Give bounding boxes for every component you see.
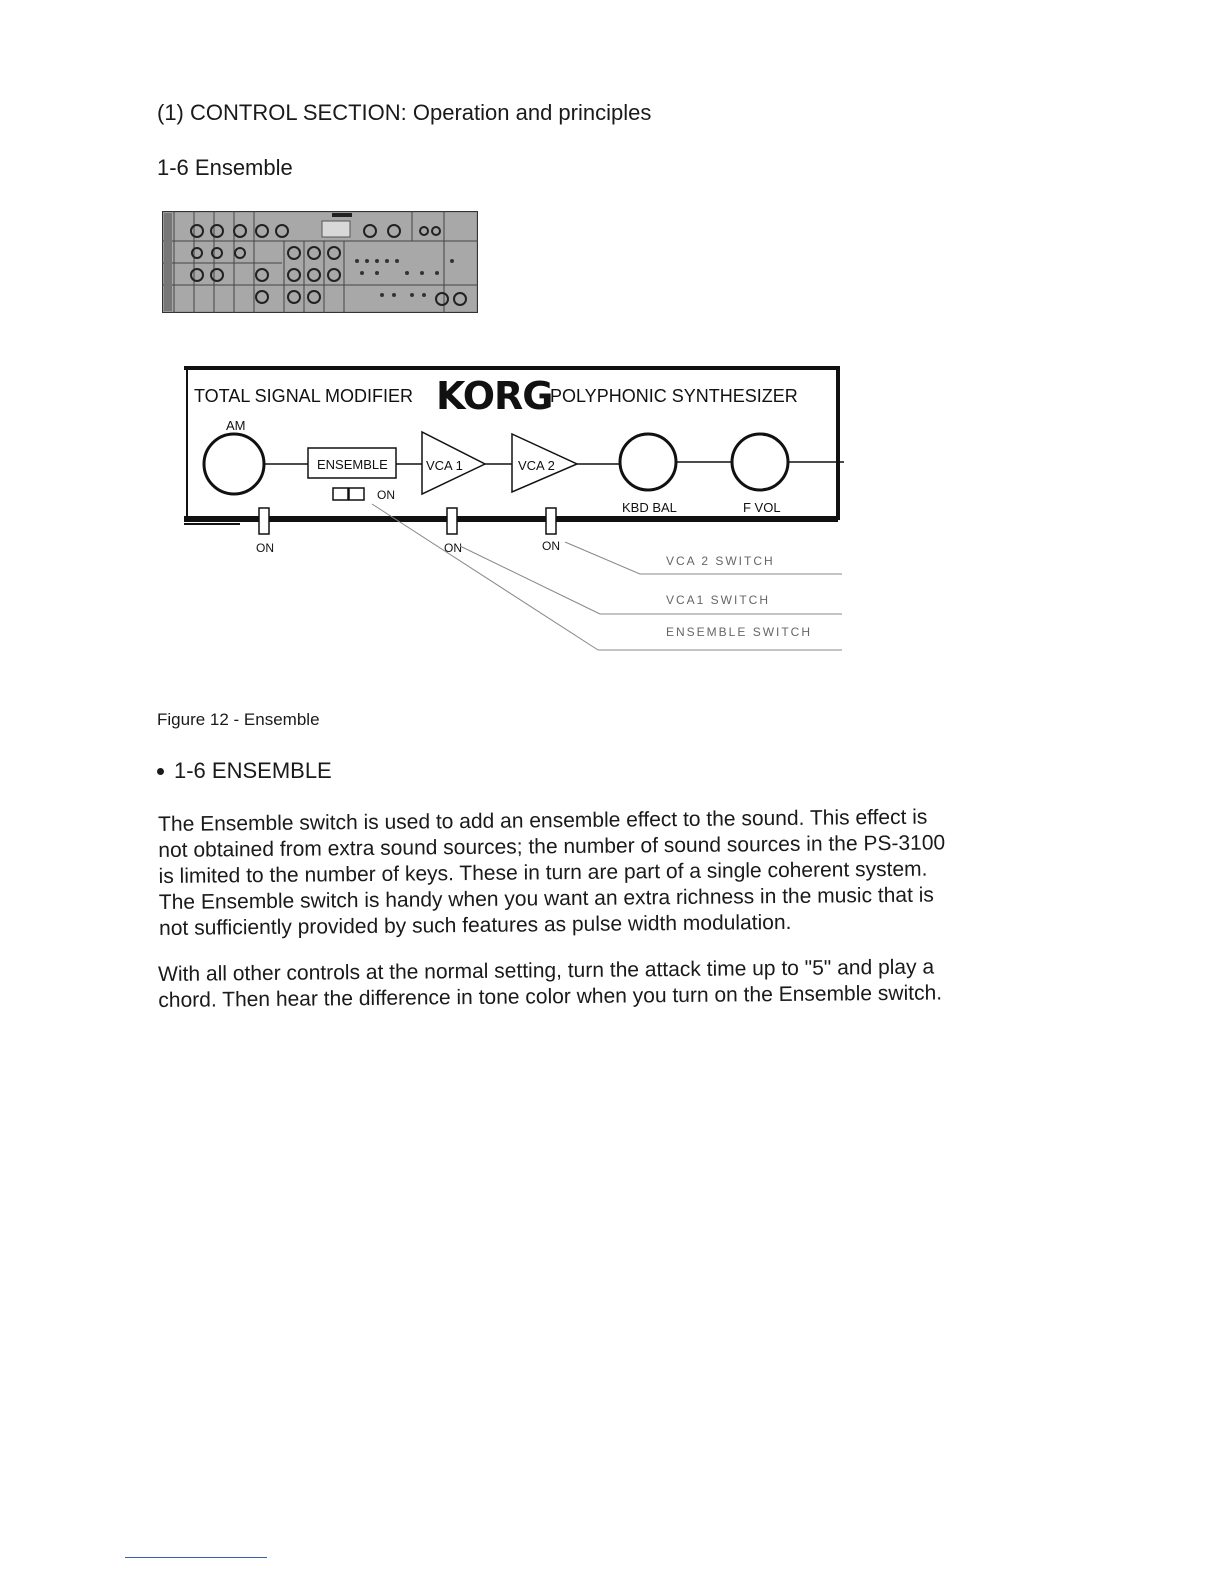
paragraph-1 (158, 804, 1029, 942)
bullet-heading (157, 758, 332, 784)
paragraph-line: chord. Then hear the difference in tone color when you turn on the Ensemble switch. (158, 981, 943, 1012)
paragraph-line: The Ensemble switch is handy when you want an extra richness in the music that is (158, 883, 934, 914)
switch-on-label-1: ON (256, 541, 274, 555)
korg-logo: KORG (436, 374, 553, 418)
signal-modifier-diagram (180, 362, 850, 662)
bullet-heading-text: 1-6 ENSEMBLE (174, 758, 332, 783)
paragraph-line: not sufficiently provided by such features as pulse width modulation. (159, 910, 792, 940)
paragraph-line: With all other controls at the normal setting, turn the attack time up to "5" and play a (158, 955, 935, 986)
section-title: (1) CONTROL SECTION: Operation and principles (157, 100, 652, 125)
am-on-switch-icon (259, 508, 269, 534)
vca1-label: VCA 1 (426, 458, 463, 473)
callout-vca1-switch: VCA1 SWITCH (666, 593, 771, 607)
subsection-title: 1-6 Ensemble (157, 155, 293, 180)
vca2-on-switch-icon (546, 508, 556, 534)
panel-thumbnail-image (162, 211, 478, 313)
callout-vca2-switch: VCA 2 SWITCH (666, 554, 775, 568)
paragraph-line: not obtained from extra sound sources; the number of sound sources in the PS-3100 (158, 831, 946, 862)
kbd-bal-label: KBD BAL (622, 500, 677, 515)
ensemble-leader-line (372, 504, 598, 650)
vca2-label: VCA 2 (518, 458, 555, 473)
ensemble-on-label: ON (377, 488, 395, 502)
ensemble-switch-icon (333, 488, 348, 500)
am-label: AM (226, 418, 246, 433)
kbd-bal-knob-icon (620, 434, 676, 490)
vca1-on-switch-icon (447, 508, 457, 534)
f-vol-knob-icon (732, 434, 788, 490)
paragraph-2 (158, 954, 1028, 1014)
header-right-text: POLYPHONIC SYNTHESIZER (550, 386, 798, 406)
paragraph-line: The Ensemble switch is used to add an ensemble effect to the sound. This effect is (158, 805, 928, 836)
vca1-leader-line (460, 546, 600, 614)
am-knob-icon (204, 434, 264, 494)
footer-rule (125, 1557, 267, 1558)
paragraph-line: is limited to the number of keys. These in turn are part of a single coherent system. (158, 857, 928, 888)
figure-caption: Figure 12 - Ensemble (157, 710, 320, 729)
header-left-text: TOTAL SIGNAL MODIFIER (194, 386, 414, 406)
callout-ensemble-switch: ENSEMBLE SWITCH (666, 625, 813, 639)
bullet-icon (157, 768, 164, 775)
vca2-leader-line (565, 542, 640, 574)
ensemble-box-label: ENSEMBLE (317, 457, 388, 472)
switch-on-label-2: ON (444, 541, 462, 555)
f-vol-label: F VOL (743, 500, 781, 515)
switch-on-label-3: ON (542, 539, 560, 553)
